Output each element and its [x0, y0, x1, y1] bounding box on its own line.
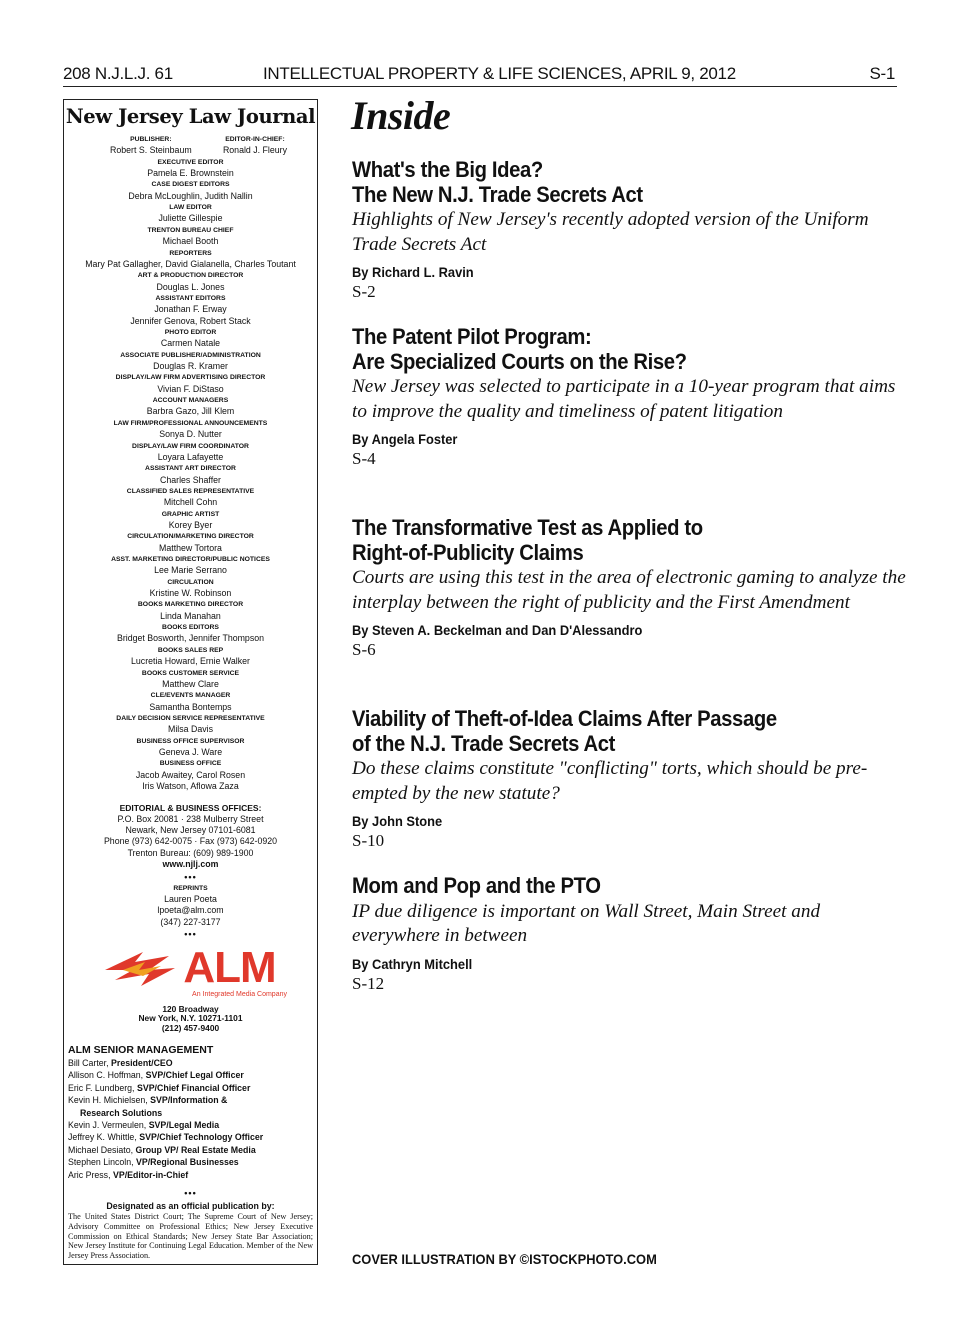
- staff-name: Vivian F. DiStaso: [157, 383, 224, 394]
- staff-name: Linda Manahan: [160, 610, 221, 621]
- designation-heading: Designated as an official publication by:: [106, 1201, 275, 1211]
- senior-manager-continued: Research Solutions: [80, 1107, 163, 1118]
- article-deck: Courts are using this test in the area of electronic gaming to analyze the interplay between the right of publicity and the First Amendment: [352, 567, 906, 613]
- staff-name: Lee Marie Serrano: [154, 565, 227, 576]
- staff-role: BOOKS CUSTOMER SERVICE: [141, 669, 240, 677]
- article-byline: By Steven A. Beckelman and Dan D'Alessandro: [352, 622, 643, 638]
- staff-name: Mitchell Cohn: [163, 497, 218, 508]
- newspaper-logo: New Jersey Law Journal: [65, 105, 316, 128]
- staff-name: Ronald J. Fleury: [222, 145, 287, 156]
- senior-management-list: [64, 1057, 317, 1181]
- staff-role: CIRCULATION/MARKETING DIRECTOR: [127, 533, 254, 541]
- senior-manager: Allison C. Hoffman, SVP/Chief Legal Officer: [68, 1070, 244, 1081]
- alm-phone: (212) 457-9400: [161, 1022, 220, 1033]
- senior-manager: Bill Carter, President/CEO: [68, 1057, 173, 1068]
- staff-role: ACCOUNT MANAGERS: [152, 397, 229, 405]
- article-headline: Mom and Pop and the PTO: [352, 873, 601, 898]
- staff-role: EDITOR-IN-CHIEF:: [225, 136, 285, 143]
- senior-manager: Aric Press, VP/Editor-in-Chief: [68, 1169, 189, 1180]
- staff-name: Jennifer Genova, Robert Stack: [130, 315, 251, 326]
- article-headline: The Patent Pilot Program:: [352, 324, 592, 349]
- staff-name: Debra McLoughlin, Judith Nallin: [128, 190, 253, 201]
- senior-manager: Kevin J. Vermeulen, SVP/Legal Media: [68, 1119, 220, 1130]
- article-deck: Do these claims constitute "conflicting" torts, which should be pre-empted by the new statute?: [352, 758, 868, 804]
- staff-name: Sonya D. Nutter: [159, 429, 222, 440]
- senior-manager: Michael Desiato, Group VP/ Real Estate Media: [68, 1144, 256, 1155]
- article-byline: By Richard L. Ravin: [352, 264, 474, 280]
- article-page-ref: S-10: [352, 831, 385, 850]
- senior-manager: Jeffrey K. Whittle, SVP/Chief Technology Officer: [68, 1132, 264, 1143]
- article-headline: of the N.J. Trade Secrets Act: [352, 730, 616, 756]
- staff-name: Matthew Tortora: [159, 542, 222, 553]
- article-deck: New Jersey was selected to participate in a 10-year program that aims to improve the quality and timeliness of patent litigation: [352, 376, 896, 422]
- separator-dots: •••: [184, 1188, 197, 1198]
- article-page-ref: S-4: [352, 449, 376, 468]
- staff-name: Kristine W. Robinson: [149, 588, 232, 599]
- issue-citation: 208 N.J.L.J. 61: [63, 64, 173, 83]
- staff-role: CIRCULATION: [167, 578, 214, 586]
- website-link[interactable]: www.njlj.com: [162, 859, 219, 870]
- staff-name: Loyara Lafayette: [157, 451, 224, 462]
- article-headline: The Transformative Test as Applied to: [352, 515, 703, 540]
- staff-name: Mary Pat Gallagher, David Gialanella, Charles Toutant: [85, 258, 296, 269]
- staff-role: REPORTERS: [169, 249, 212, 257]
- staff-role: CLASSIFIED SALES REPRESENTATIVE: [126, 487, 255, 495]
- staff-name: Samantha Bontemps: [149, 701, 232, 712]
- staff-role: LAW FIRM/PROFESSIONAL ANNOUNCEMENTS: [113, 419, 268, 427]
- staff-role: BUSINESS OFFICE: [159, 760, 222, 768]
- staff-name: Jonathan F. Erway: [154, 304, 227, 315]
- article-deck: IP due diligence is important on Wall Street, Main Street and everywhere in between: [352, 900, 821, 946]
- staff-role: BOOKS EDITORS: [162, 624, 219, 632]
- article-entry[interactable]: [352, 516, 912, 661]
- page-number: S-1: [869, 64, 895, 83]
- cover-credit: COVER ILLUSTRATION BY ©ISTOCKPHOTO.COM: [352, 1251, 657, 1267]
- staff-role: PUBLISHER:: [130, 136, 172, 143]
- article-headline: Right-of-Publicity Claims: [352, 539, 584, 565]
- staff-name: Juliette Gillespie: [158, 213, 223, 224]
- staff-role: TRENTON BUREAU CHIEF: [147, 226, 234, 234]
- staff-role: BOOKS MARKETING DIRECTOR: [137, 601, 244, 609]
- article-entry[interactable]: [352, 158, 912, 303]
- office-address-line: Newark, New Jersey 07101-6081: [125, 824, 256, 835]
- staff-name: Barbra Gazo, Jill Klem: [146, 406, 235, 417]
- article-entry[interactable]: [352, 325, 912, 470]
- article-headline: The New N.J. Trade Secrets Act: [352, 181, 643, 207]
- alm-address-line: 120 Broadway: [162, 1004, 219, 1015]
- staff-name: Geneva J. Ware: [158, 746, 223, 757]
- staff-name: Jacob Awaitey, Carol Rosen: [135, 769, 246, 780]
- article-page-ref: S-12: [352, 973, 385, 993]
- publisher-editor-row: [64, 134, 317, 157]
- article-deck: Highlights of New Jersey's recently adopted version of the Uniform Trade Secrets Act: [352, 209, 869, 255]
- staff-role: CLE/EVENTS MANAGER: [150, 692, 231, 700]
- staff-role: ASSOCIATE PUBLISHER/ADMINISTRATION: [120, 351, 261, 359]
- staff-name: Carmen Natale: [160, 338, 221, 349]
- alm-logo: [64, 943, 317, 993]
- office-phone-line: Phone (973) 642-0075 · Fax (973) 642-0920: [103, 836, 278, 847]
- editor-block: [223, 134, 287, 157]
- staff-name: Robert S. Steinbaum: [110, 145, 192, 156]
- article-byline: By John Stone: [352, 813, 443, 829]
- staff-role: ASST. MARKETING DIRECTOR/PUBLIC NOTICES: [111, 556, 270, 564]
- article-page-ref: S-2: [352, 282, 376, 301]
- staff-role: PHOTO EDITOR: [164, 329, 217, 337]
- reprints-phone: (347) 227-3177: [160, 916, 221, 927]
- staff-role: GRAPHIC ARTIST: [161, 510, 220, 518]
- senior-management-heading: ALM SENIOR MANAGEMENT: [68, 1043, 214, 1056]
- senior-manager: Stephen Lincoln, VP/Regional Businesses: [68, 1157, 239, 1168]
- section-date: INTELLECTUAL PROPERTY & LIFE SCIENCES, APRIL 9, 2012: [263, 64, 736, 83]
- inside-title: Inside: [351, 93, 451, 138]
- staff-role: ART & PRODUCTION DIRECTOR: [137, 272, 244, 280]
- masthead: [63, 99, 318, 1265]
- staff-role: ASSISTANT EDITORS: [155, 294, 226, 302]
- staff-name: Bridget Bosworth, Jennifer Thompson: [116, 633, 265, 644]
- designation-text: The United States District Court; The Supreme Court of New Jersey; Advisory Committee on Professional Ethics; New Jersey Executive Commission on Ethical Standards; New Jersey State Bar Association; New Jersey Institute for Continuing Legal Education. Member of the New Jersey Press Association.: [68, 1212, 313, 1261]
- publisher-block: [110, 134, 192, 157]
- article-entry[interactable]: [352, 707, 912, 852]
- staff-list: [64, 157, 317, 793]
- alm-address-line: New York, N.Y. 10271-1101: [138, 1013, 243, 1024]
- staff-name: Milsa Davis: [168, 724, 213, 735]
- staff-role: DISPLAY/LAW FIRM ADVERTISING DIRECTOR: [115, 374, 266, 382]
- alm-swoosh-icon: [105, 948, 181, 988]
- article-headline: Viability of Theft-of-Idea Claims After Passage: [352, 706, 777, 731]
- article-page-ref: S-6: [352, 640, 376, 659]
- staff-role: LAW EDITOR: [169, 204, 212, 212]
- staff-name: Lucretia Howard, Ernie Walker: [131, 656, 250, 667]
- offices-heading: EDITORIAL & BUSINESS OFFICES:: [119, 802, 262, 813]
- article-byline: By Angela Foster: [352, 431, 458, 447]
- alm-tagline: An Integrated Media Company: [192, 991, 287, 999]
- separator-dots: •••: [184, 929, 197, 940]
- staff-role: BOOKS SALES REP: [157, 646, 224, 654]
- article-headline: What's the Big Idea?: [352, 157, 543, 182]
- staff-name: Charles Shaffer: [160, 474, 221, 485]
- office-address-line: P.O. Box 20081 · 238 Mulberry Street: [117, 813, 264, 824]
- article-headline: Are Specialized Courts on the Rise?: [352, 348, 687, 374]
- senior-manager: Eric F. Lundberg, SVP/Chief Financial Officer: [68, 1082, 251, 1093]
- staff-role: DAILY DECISION SERVICE REPRESENTATIVE: [116, 714, 265, 722]
- staff-name: Iris Watson, Aflowa Zaza: [142, 781, 239, 792]
- staff-name: Michael Booth: [162, 236, 219, 247]
- staff-role: REPRINTS: [173, 884, 208, 892]
- staff-name: Douglas R. Kramer: [153, 361, 228, 372]
- staff-name: Douglas L. Jones: [156, 281, 225, 292]
- staff-role: ASSISTANT ART DIRECTOR: [145, 465, 236, 473]
- article-entry[interactable]: [352, 874, 912, 995]
- article-byline: By Cathryn Mitchell: [352, 955, 473, 972]
- senior-manager: Kevin H. Michielsen, SVP/Information &: [68, 1095, 228, 1106]
- reprints-contact: Lauren Poeta: [164, 893, 217, 904]
- staff-role: DISPLAY/LAW FIRM COORDINATOR: [132, 442, 249, 450]
- reprints-email[interactable]: lpoeta@alm.com: [157, 905, 224, 916]
- staff-role: CASE DIGEST EDITORS: [151, 181, 230, 189]
- staff-name: Pamela E. Brownstein: [147, 168, 234, 178]
- alm-wordmark: ALM: [183, 943, 276, 993]
- staff-role: BUSINESS OFFICE SUPERVISOR: [136, 737, 245, 745]
- running-header: [63, 62, 897, 87]
- staff-name: Matthew Clare: [162, 678, 219, 689]
- offices-block: [64, 802, 317, 871]
- reprints-block: [64, 883, 317, 929]
- alm-address: [64, 1005, 317, 1033]
- separator-dots: •••: [184, 871, 197, 882]
- staff-role: EXECUTIVE EDITOR: [157, 158, 224, 166]
- office-bureau-line: Trenton Bureau: (609) 989-1900: [127, 847, 254, 858]
- staff-name: Korey Byer: [168, 519, 213, 530]
